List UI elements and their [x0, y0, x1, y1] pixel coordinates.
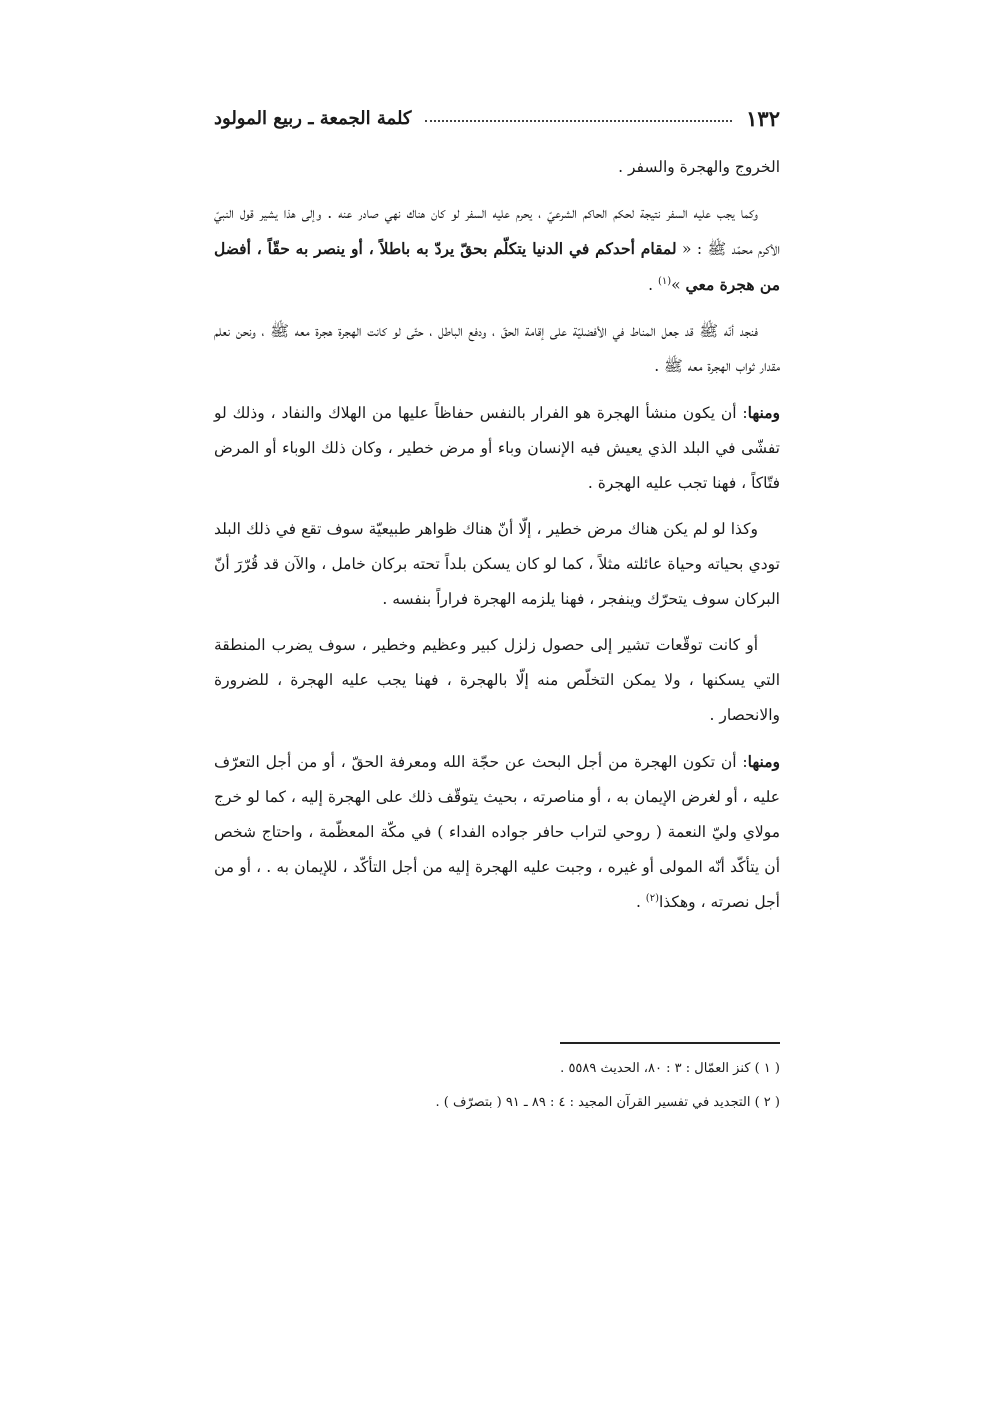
- paragraph: ومنها: أن تكون الهجرة من أجل البحث عن حجّة الله ومعرفة الحقّ ، أو من أجل التعرّف عليه ، أو لغرض الإيمان به ، أو مناصرته ، بحيث يتوقّف ذلك على الهجرة إليه ، كما لو خرج مولاي وليّ النعمة ( روحي لتراب حافر جواده الفداء ) في مكّة المعظّمة ، واحتاج شخص أن يتأكّد أنّه المولى أو غيره ، وجبت عليه الهجرة إليه من أجل التأكّد ، للإيمان به . ، أو من أجل نصرته ، وهكذا$^{(٢)}$ .: [214, 752, 780, 911]
- footnote-marker: (٢): [645, 892, 659, 904]
- footnote-marker: (١): [657, 275, 672, 287]
- page-header: [214, 100, 780, 136]
- book-title: كلمة الجمعة ـ ربيع المولود: [214, 107, 412, 129]
- footnotes: [214, 1052, 780, 1120]
- header-dotted-leader: [425, 120, 732, 122]
- footnote: ( ١ ) كنز العمّال : ٣ : ٨٠، الحديث ٥٥٨٩ .: [560, 1061, 780, 1076]
- section-lead: ومنها: [747, 403, 780, 422]
- paragraph: وكما يجب عليه السفر نتيجة لحكم الحاكم الشرعيّ ، يحرم عليه السفر لو كان هناك نهي صادر عنه . وإلى هذا يشير قول النبيّ الأكرم محمّد ﷺ : « لمقام أحدكم في الدنيا يتكلّم بحقّ يردّ به باطلاً ، أو ينصر به حقّاً ، أفضل من هجرة معي »$^{(١)}$ .: [214, 204, 781, 294]
- section-lead: ومنها: [747, 752, 780, 771]
- footnote-separator: [560, 1042, 780, 1044]
- paragraph: وكذا لو لم يكن هناك مرض خطير ، إلّا أنّ هناك ظواهر طبيعيّة سوف تقع في ذلك البلد تودي بحياته وحياة عائلته مثلاً ، كما لو كان يسكن بلداً تحته بركان خامل ، والآن قد قُرّرَ أنّ البركان سوف يتحرّك وينفجر ، فهنا يلزمه الهجرة فراراً بنفسه .: [214, 520, 780, 608]
- paragraph: ومنها: أن يكون منشأ الهجرة هو الفرار بالنفس حفاظاً عليها من الهلاك والنفاد ، وذلك لو تفشّى في البلد الذي يعيش فيه الإنسان وباء أو مرض خطير ، وكان ذلك الوباء أو المرض فتّاكاً ، فهنا تجب عليه الهجرة .: [214, 403, 780, 492]
- page-number: ١٣٢: [746, 105, 780, 131]
- page-body: [214, 150, 780, 931]
- paragraph: فنجد أنّه ﷺ قد جعل المناط في الأفضليّة على إقامة الحقّ ، ودفع الباطل ، حتّى لو كانت الهجرة هجرة معه ﷺ ، ونحن نعلم مقدار ثواب الهجرة معه ﷺ .: [214, 322, 780, 375]
- paragraph: الخروج والهجرة والسفر .: [618, 158, 780, 176]
- hadith-quote: لمقام أحدكم في الدنيا يتكلّم بحقّ يردّ به باطلاً ، أو ينصر به حقّاً ، أفضل من هجرة معي: [214, 239, 780, 294]
- paragraph: أو كانت توقّعات تشير إلى حصول زلزل كبير وعظيم وخطير ، سوف يضرب المنطقة التي يسكنها ، ولا يمكن التخلّص منه إلّا بالهجرة ، فهنا يجب عليه الهجرة ، للضرورة والانحصار .: [214, 636, 780, 724]
- footnote: ( ٢ ) التجديد في تفسير القرآن المجيد : ٤ : ٨٩ ـ ٩١ ( بتصرّف ) .: [435, 1095, 780, 1110]
